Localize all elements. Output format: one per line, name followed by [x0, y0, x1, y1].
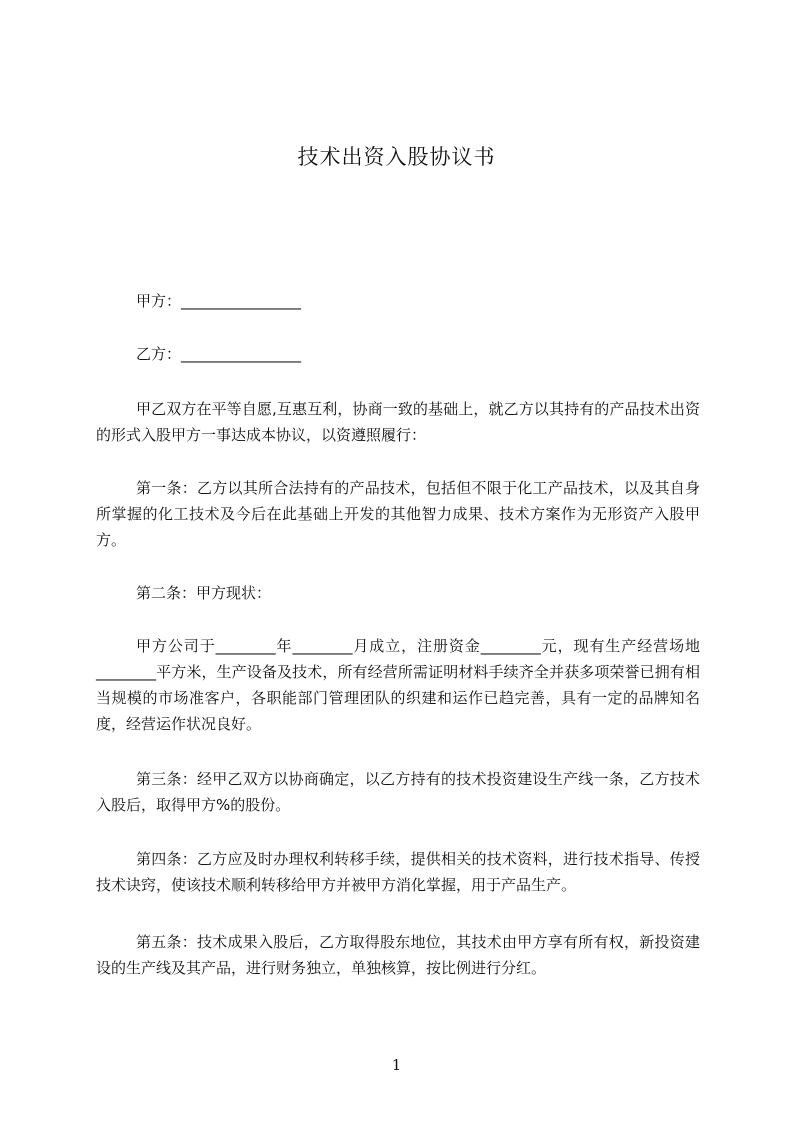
article-3-paragraph: 第三条：经甲乙双方以协商确定，以乙方持有的技术投资建设生产线一条，乙方技术入股后，取得甲方%的股份。	[96, 770, 700, 814]
article-5-paragraph: 第五条：技术成果入股后，乙方取得股东地位，其技术由甲方享有所有权，新投资建设的生产线及其产品，进行财务独立，单独核算，按比例进行分红。	[96, 933, 700, 977]
document-title: 技术出资入股协议书	[297, 145, 496, 169]
article-2-heading: 第二条：甲方现状：	[136, 584, 272, 602]
article-4-paragraph: 第四条：乙方应及时办理权利转移手续，提供相关的技术资料，进行技术指导、传授技术诀窍，使该技术顺利转移给甲方并被甲方消化掌握，用于产品生产。	[96, 850, 700, 894]
page-number: 1	[391, 1056, 402, 1074]
party-a-line: 甲方：________________	[136, 292, 302, 310]
article-1-paragraph: 第一条：乙方以其所合法持有的产品技术，包括但不限于化工产品技术，以及其自身所掌握的化工技术及今后在此基础上开发的其他智力成果、技术方案作为无形资产入股甲方。	[96, 479, 700, 549]
intro-paragraph: 甲乙双方在平等自愿,互惠互利，协商一致的基础上，就乙方以其持有的产品技术出资的形式入股甲方一事达成本协议，以资遵照履行：	[96, 400, 700, 444]
party-b-line: 乙方：________________	[136, 345, 302, 363]
article-2-paragraph: 甲方公司于________年________月成立，注册资金________元，现有生产经营场地________平方米，生产设备及技术，所有经营所需证明材料手续齐全并获多项荣誉已拥有相当规模的市场准客户，各职能部门管理团队的织建和运作已趋完善，具有一定的品牌知名度，经营运作状况良好。	[96, 637, 700, 733]
